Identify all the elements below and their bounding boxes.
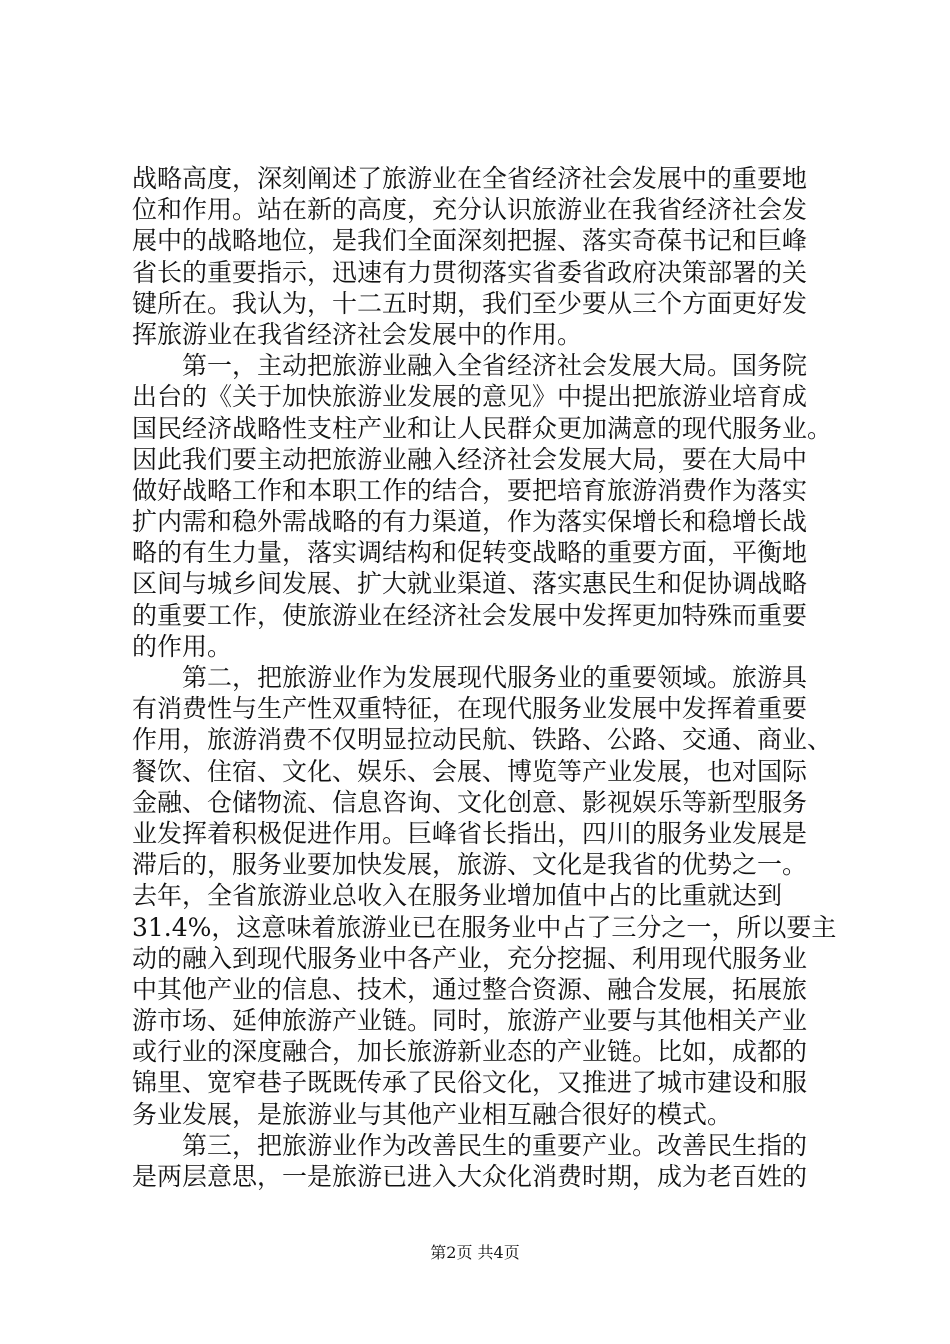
text-line: 31.4%，这意味着旅游业已在服务业中占了三分之一，所以要主 xyxy=(132,912,837,942)
page-footer: 第2页 共4页 xyxy=(430,1243,520,1262)
text-line: 锦里、宽窄巷子既既传承了民俗文化，又推进了城市建设和服 xyxy=(132,1068,808,1098)
text-line: 因此我们要主动把旅游业融入经济社会发展大局，要在大局中 xyxy=(132,444,808,474)
text-line: 键所在。我认为，十二五时期，我们至少要从三个方面更好发 xyxy=(132,288,808,318)
text-line: 战略高度，深刻阐述了旅游业在全省经济社会发展中的重要地 xyxy=(132,164,808,193)
text-line: 有消费性与生产性双重特征，在现代服务业发展中发挥着重要 xyxy=(132,694,808,724)
body-text xyxy=(132,163,837,1192)
text-line: 去年，全省旅游业总收入在服务业增加值中占的比重就达到 xyxy=(132,881,783,911)
text-line: 省长的重要指示，迅速有力贯彻落实省委省政府决策部署的关 xyxy=(132,257,808,287)
text-line: 金融、仓储物流、信息咨询、文化创意、影视娱乐等新型服务 xyxy=(132,787,808,817)
text-line: 作用，旅游消费不仅明显拉动民航、铁路、公路、交通、商业、 xyxy=(132,725,833,755)
text-line: 中其他产业的信息、技术，通过整合资源、融合发展，拓展旅 xyxy=(132,974,808,1004)
text-line: 的重要工作，使旅游业在经济社会发展中发挥更加特殊而重要 xyxy=(132,600,808,630)
text-line: 国民经济战略性支柱产业和让人民群众更加满意的现代服务业。 xyxy=(132,413,833,443)
text-line: 是两层意思，一是旅游已进入大众化消费时期，成为老百姓的 xyxy=(132,1162,808,1191)
text-line: 游市场、延伸旅游产业链。同时，旅游产业要与其他相关产业 xyxy=(132,1006,808,1036)
text-line: 动的融入到现代服务业中各产业，充分挖掘、利用现代服务业 xyxy=(132,943,808,973)
text-line: 略的有生力量，落实调结构和促转变战略的重要方面，平衡地 xyxy=(132,538,808,568)
text-line: 或行业的深度融合，加长旅游新业态的产业链。比如，成都的 xyxy=(132,1037,808,1067)
text-line: 区间与城乡间发展、扩大就业渠道、落实惠民生和促协调战略 xyxy=(132,569,808,599)
text-line: 的作用。 xyxy=(132,631,233,661)
text-line: 第三，把旅游业作为改善民生的重要产业。改善民生指的 xyxy=(132,1130,808,1160)
text-line: 出台的《关于加快旅游业发展的意见》中提出把旅游业培育成 xyxy=(132,382,808,412)
text-line: 展中的战略地位，是我们全面深刻把握、落实奇葆书记和巨峰 xyxy=(132,226,808,256)
text-line: 挥旅游业在我省经济社会发展中的作用。 xyxy=(132,319,583,349)
text-line: 位和作用。站在新的高度，充分认识旅游业在我省经济社会发 xyxy=(132,195,808,225)
text-line: 滞后的，服务业要加快发展，旅游、文化是我省的优势之一。 xyxy=(132,850,808,880)
text-line: 第一，主动把旅游业融入全省经济社会发展大局。国务院 xyxy=(132,351,808,381)
text-line: 餐饮、住宿、文化、娱乐、会展、博览等产业发展，也对国际 xyxy=(132,756,808,786)
text-line: 扩内需和稳外需战略的有力渠道，作为落实保增长和稳增长战 xyxy=(132,507,808,537)
text-line: 业发挥着积极促进作用。巨峰省长指出，四川的服务业发展是 xyxy=(132,818,808,848)
text-line: 务业发展，是旅游业与其他产业相互融合很好的模式。 xyxy=(132,1099,733,1129)
text-line: 做好战略工作和本职工作的结合，要把培育旅游消费作为落实 xyxy=(132,475,808,505)
text-line: 第二，把旅游业作为发展现代服务业的重要领域。旅游具 xyxy=(132,663,808,692)
